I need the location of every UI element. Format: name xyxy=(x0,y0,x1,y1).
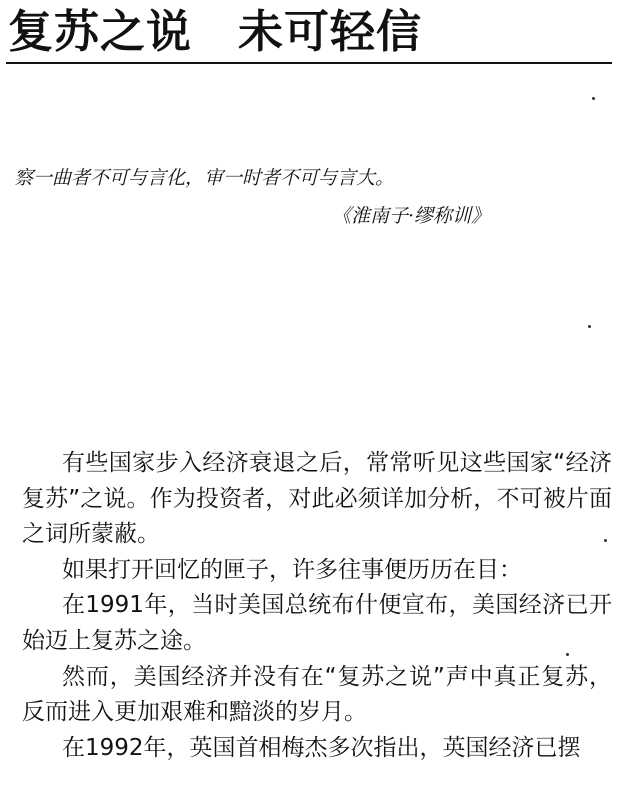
paragraph-1: 有些国家步入经济衰退之后，常常听见这些国家“经济复苏”之说。作为投资者，对此必须详加分析，不可被片面之词所蒙蔽。 xyxy=(22,450,612,548)
paragraph-4: 然而，美国经济并没有在“复苏之说”声中真正复苏，反而进入更加艰难和黯淡的岁月。 xyxy=(22,663,612,726)
body-text xyxy=(22,446,612,766)
scan-speck xyxy=(604,539,607,542)
paragraph-2: 如果打开回忆的匣子，许多往事便历历在目： xyxy=(62,556,522,583)
paragraph-3: 在1991年，当时美国总统布什便宣布，美国经济已开始迈上复苏之途。 xyxy=(22,592,612,654)
paragraph-5: 在1992年，英国首相梅杰多次指出，英国经济已摆 xyxy=(62,734,581,761)
epigraph-quote: 察一曲者不可与言化，审一时者不可与言大。 xyxy=(14,167,395,189)
scan-speck xyxy=(566,653,569,656)
scan-speck xyxy=(592,97,595,100)
chapter-title: 复苏之说 未可轻信 xyxy=(8,5,423,58)
epigraph-source: 《淮南子·缪称训》 xyxy=(331,205,490,227)
scan-speck xyxy=(588,325,591,328)
title-underline xyxy=(6,62,612,64)
